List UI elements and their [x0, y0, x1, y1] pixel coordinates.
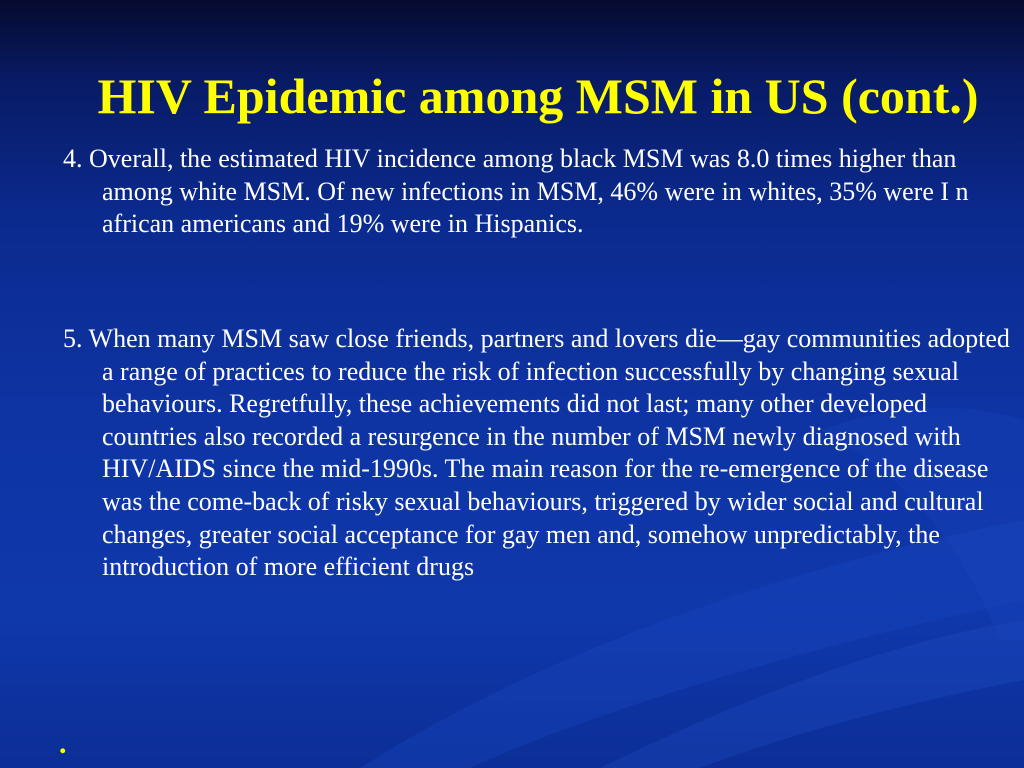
paragraph-resurgence: 5. When many MSM saw close friends, partners and lovers die—gay communities adopted a range of practices to reduce the risk of infection successfully by changing sexual behaviours. Regretfully, these achievements did not last; many other developed countries also recorded a resurgence in the number of MSM newly diagnosed with HIV/AIDS since the mid-1990s. The main reason for the re-emergence of the disease was the come-back of risky sexual behaviours, triggered by wider social and cultural changes, greater social acceptance for gay men and, somehow unpredictably, the introduction of more efficient drugs: [63, 324, 1010, 582]
slide-title: HIV Epidemic among MSM in US (cont.): [97, 68, 979, 124]
paragraph-incidence: 4. Overall, the estimated HIV incidence among black MSM was 8.0 times higher than among white MSM. Of new infections in MSM, 46% were in whites, 35% were I n african americans and 19% were in Hispanics.: [63, 144, 969, 239]
bullet-marker: .: [59, 727, 67, 760]
